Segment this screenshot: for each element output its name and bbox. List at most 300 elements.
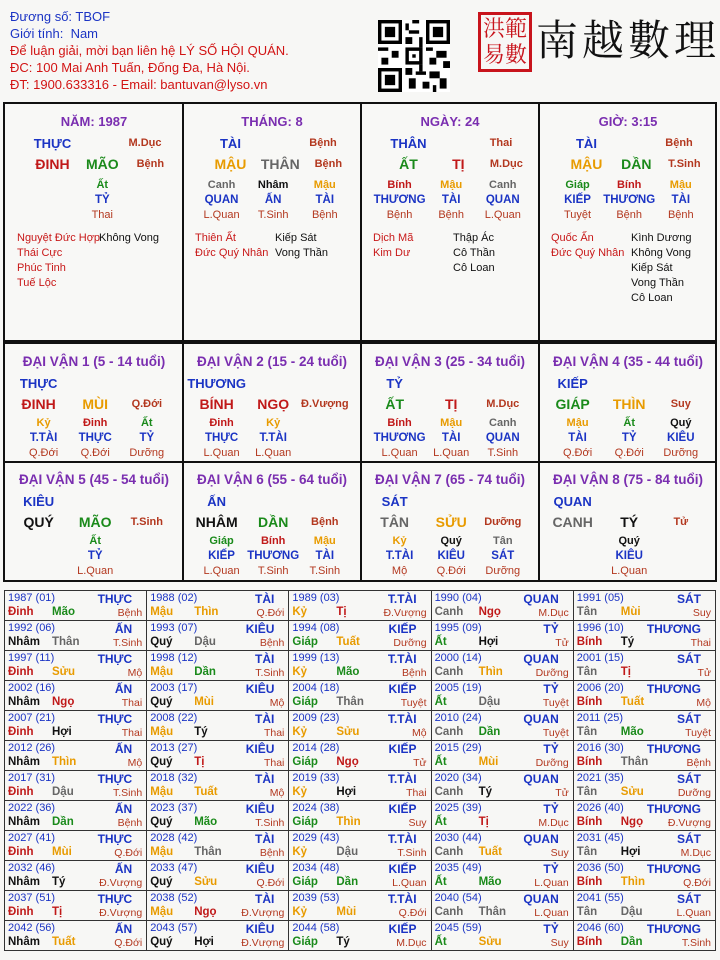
table-row	[5, 771, 716, 801]
year-ten-god: T.TÀI	[387, 592, 417, 606]
year-label: 2020 (34)	[434, 772, 482, 784]
year-cell	[431, 891, 573, 921]
daivan-hidden-state: Q.Đới	[80, 447, 110, 459]
year-branch: Ngọ	[478, 606, 501, 618]
year-branch: Mùi	[52, 846, 72, 858]
daivan-hidden-state: L.Quan	[203, 447, 240, 459]
year-ten-god: KIẾP	[388, 802, 417, 816]
year-ten-god: ẤN	[114, 802, 133, 816]
year-state: Đ.Vượng	[241, 907, 285, 919]
daivan-ten-god: THƯƠNG	[187, 376, 247, 391]
year-state: Tuyệt	[542, 727, 569, 739]
year-stem: Bính	[576, 936, 603, 948]
year-state: Thai	[121, 697, 143, 709]
star-right: Vong Thần	[631, 277, 685, 289]
daivan-hidden-stem: Bính	[260, 535, 286, 547]
star-right: Kiếp Sát	[631, 262, 673, 274]
qr-code-icon[interactable]	[378, 20, 450, 92]
year-branch: Ngọ	[194, 906, 217, 918]
hidden-state: Bệnh	[616, 209, 643, 221]
daivan-hidden-state: Q.Đới	[562, 447, 593, 459]
year-cell	[431, 711, 573, 741]
year-ten-god: QUAN	[523, 652, 559, 666]
daivan-hidden-god: SÁT	[491, 550, 515, 562]
year-ten-god: TÀI	[255, 832, 275, 846]
daivan-hidden-god: T.TÀI	[29, 432, 58, 444]
daivan-hidden-stem: Kỷ	[392, 535, 407, 547]
daivan-hidden-state: L.Quan	[433, 447, 470, 459]
year-cell	[573, 711, 715, 741]
star-right: Cô Thần	[453, 247, 495, 259]
year-stem: Ất	[434, 636, 447, 648]
pillar-branch: MÃO	[85, 156, 119, 172]
year-ten-god: ẤN	[114, 622, 133, 636]
table-row	[5, 621, 716, 651]
year-state: Đ.Vượng	[99, 877, 143, 889]
year-ten-god: THỰC	[97, 652, 133, 666]
year-label: 2001 (15)	[576, 652, 624, 664]
year-stem: Mậu	[150, 726, 174, 738]
year-stem: Tân	[576, 786, 598, 798]
year-state: Q.Đới	[683, 877, 711, 889]
year-ten-god: THƯƠNG	[646, 922, 701, 936]
hidden-ten-god: QUAN	[204, 194, 239, 206]
year-state: Bệnh	[117, 817, 143, 829]
seal-stamp: 洪範 易數	[478, 12, 532, 72]
year-ten-god: TÀI	[255, 712, 275, 726]
year-branch: Dậu	[194, 636, 216, 648]
daivan-branch: THÌN	[612, 396, 646, 412]
year-ten-god: TỶ	[543, 862, 559, 876]
year-state: Mộ	[696, 697, 711, 709]
year-label: 2037 (51)	[8, 892, 56, 904]
pillar-stem: ĐINH	[35, 156, 70, 172]
hidden-stem: Canh	[207, 179, 236, 191]
year-stem: Nhâm	[8, 696, 40, 708]
year-branch: Dần	[194, 666, 216, 678]
star-left: Đức Quý Nhân	[551, 247, 625, 259]
year-stem: Kỷ	[292, 606, 308, 618]
year-stem: Quý	[150, 696, 173, 708]
year-state: Suy	[692, 607, 711, 619]
hidden-state: T.Sinh	[257, 209, 289, 221]
year-branch: Hợi	[620, 846, 641, 858]
year-ten-god: ẤN	[114, 922, 133, 936]
year-ten-god: THỰC	[97, 592, 133, 606]
year-stem: Nhâm	[8, 816, 40, 828]
table-row	[5, 591, 716, 621]
pillar-branch-state: T.Sinh	[668, 158, 701, 170]
year-branch: Mão	[52, 606, 75, 618]
year-branch: Hợi	[52, 726, 72, 738]
pillar-title: NGÀY: 24	[420, 114, 480, 129]
daivan-ten-god: KIẾP	[557, 376, 588, 391]
year-ten-god: KIÊU	[245, 682, 275, 696]
year-stem: Canh	[434, 846, 464, 858]
star-right: Kiếp Sát	[275, 232, 317, 244]
year-cell	[573, 801, 715, 831]
year-cell	[573, 921, 715, 951]
year-cell	[5, 681, 147, 711]
year-state: T.Sinh	[113, 637, 143, 649]
year-ten-god: T.TÀI	[387, 832, 417, 846]
star-left: Đức Quý Nhân	[195, 247, 269, 259]
year-ten-god: TỶ	[543, 622, 559, 636]
year-stem: Đinh	[8, 906, 34, 918]
year-stem: Mậu	[150, 666, 174, 678]
daivan-hidden-god: TÀI	[568, 432, 587, 444]
year-state: Dưỡng	[535, 757, 569, 769]
daivan-hidden-state: L.Quan	[77, 565, 114, 577]
hidden-stem: Nhâm	[257, 179, 289, 191]
year-label: 1987 (01)	[8, 592, 56, 604]
year-cell	[431, 921, 573, 951]
year-state: M.Dục	[538, 817, 569, 829]
year-state: M.Dục	[680, 847, 711, 859]
hidden-ten-god: QUAN	[485, 194, 520, 206]
year-label: 2016 (30)	[576, 742, 624, 754]
year-state: Tử	[555, 787, 569, 799]
year-state: Mộ	[127, 757, 143, 769]
table-row	[5, 861, 716, 891]
year-cell	[573, 771, 715, 801]
year-label: 2019 (33)	[292, 772, 340, 784]
owner-value: TBOF	[75, 9, 111, 24]
year-branch: Mão	[478, 876, 502, 888]
daivan-hidden-stem: Mậu	[440, 417, 463, 429]
year-label: 2046 (60)	[576, 922, 624, 934]
pillar-branch-state: Bệnh	[136, 158, 165, 170]
year-label: 2039 (53)	[292, 892, 340, 904]
hidden-stem: Mậu	[669, 179, 692, 191]
year-label: 2024 (38)	[292, 802, 340, 814]
daivan-hidden-state: Dưỡng	[663, 447, 699, 459]
year-branch: Tuất	[194, 786, 218, 798]
year-cell	[573, 681, 715, 711]
year-stem: Ất	[434, 756, 447, 768]
year-label: 2031 (45)	[576, 832, 624, 844]
star-left: Thiên Ất	[195, 232, 236, 244]
year-branch: Sửu	[194, 876, 218, 888]
year-label: 2042 (56)	[8, 922, 56, 934]
pillar-ten-god: TÀI	[575, 136, 597, 151]
year-cell	[147, 681, 289, 711]
year-cell	[289, 591, 431, 621]
year-ten-god: TÀI	[255, 592, 275, 606]
year-label: 2007 (21)	[8, 712, 56, 724]
year-ten-god: KIẾP	[388, 682, 417, 696]
year-stem: Kỷ	[292, 726, 308, 738]
daivan-hidden-stem: Đinh	[209, 417, 234, 429]
year-stem: Đinh	[8, 726, 34, 738]
year-branch: Tuất	[52, 936, 76, 948]
pillar-stem: MẬU	[570, 156, 603, 172]
year-stem: Đinh	[8, 786, 34, 798]
year-state: Q.Đới	[398, 907, 427, 919]
year-stem: Tân	[576, 906, 598, 918]
year-state: Q.Đới	[114, 937, 143, 949]
year-branch: Dần	[478, 726, 501, 738]
year-branch: Tị	[620, 666, 631, 678]
year-ten-god: TỶ	[543, 682, 559, 696]
year-ten-god: THƯƠNG	[646, 682, 701, 696]
year-branch: Hợi	[194, 936, 214, 948]
hidden-state: L.Quan	[203, 209, 240, 221]
year-label: 1992 (06)	[8, 622, 56, 634]
year-cell	[431, 771, 573, 801]
year-state: Tuyệt	[685, 727, 711, 739]
year-stem: Nhâm	[8, 756, 40, 768]
year-branch: Ngọ	[620, 816, 644, 828]
year-cell	[573, 621, 715, 651]
year-label: 2009 (23)	[292, 712, 340, 724]
daivan-branch: MÃO	[78, 514, 112, 530]
pillar-stem: MẬU	[214, 156, 247, 172]
table-row	[5, 921, 716, 951]
year-state: Thai	[121, 727, 143, 739]
hidden-ten-god: TÀI	[441, 194, 461, 206]
star-left: Nguyệt Đức Hợp	[17, 232, 101, 244]
year-ten-god: SÁT	[677, 892, 701, 906]
hidden-ten-god: THƯƠNG	[603, 194, 656, 206]
year-cell	[573, 591, 715, 621]
year-state: Tử	[555, 637, 569, 649]
hidden-stem: Mậu	[313, 179, 336, 191]
year-stem: Giáp	[292, 816, 318, 828]
year-state: Tuyệt	[542, 697, 569, 709]
daivan-stem: ĐINH	[21, 396, 56, 412]
year-ten-god: SÁT	[677, 712, 701, 726]
year-stem: Giáp	[292, 756, 318, 768]
year-stem: Đinh	[8, 606, 34, 618]
year-label: 2021 (35)	[576, 772, 624, 784]
hidden-stem: Ất	[96, 179, 109, 191]
hidden-stem: Giáp	[565, 179, 590, 191]
year-branch: Thân	[478, 906, 507, 918]
star-left: Dịch Mã	[373, 232, 414, 244]
year-branch: Thân	[620, 756, 649, 768]
year-stem: Ất	[434, 876, 447, 888]
daivan-hidden-god: KIÊU	[437, 550, 465, 562]
daivan-hidden-stem: Ất	[623, 417, 635, 429]
daivan-hidden-god: TỶ	[139, 432, 155, 444]
year-stem: Quý	[150, 816, 173, 828]
gender-label: Giới tính:	[10, 26, 64, 41]
year-state: Mộ	[127, 667, 143, 679]
year-cell	[147, 711, 289, 741]
year-branch: Sửu	[478, 936, 502, 948]
hidden-state: Bệnh	[667, 209, 694, 221]
daivan-hidden-state: L.Quan	[255, 447, 292, 459]
year-label: 2023 (37)	[150, 802, 198, 814]
year-cell	[5, 921, 147, 951]
year-state: Bệnh	[259, 847, 285, 859]
year-cell	[431, 831, 573, 861]
year-stem: Kỷ	[292, 666, 308, 678]
daivan-ten-god: QUAN	[553, 494, 592, 509]
year-ten-god: THỰC	[97, 892, 133, 906]
star-left: Kim Dư	[373, 247, 411, 259]
year-stem: Quý	[150, 936, 173, 948]
year-stem: Tân	[576, 846, 598, 858]
pillar-ten-god: TÀI	[219, 136, 241, 151]
year-state: L.Quan	[534, 907, 569, 919]
year-ten-god: QUAN	[523, 892, 559, 906]
year-state: Đ.Vượng	[667, 817, 711, 829]
star-right: Không Vong	[631, 247, 691, 259]
daivan-state: Dưỡng	[484, 516, 522, 528]
year-state: Đ.Vượng	[383, 607, 427, 619]
year-branch: Dần	[52, 816, 74, 828]
annual-luck-table	[4, 590, 716, 951]
pillar-branch-state: Bệnh	[314, 158, 343, 170]
daivan-hidden-god: KIÊU	[667, 432, 695, 444]
year-cell	[147, 891, 289, 921]
year-cell	[289, 831, 431, 861]
year-stem: Bính	[576, 816, 603, 828]
year-cell	[289, 921, 431, 951]
year-stem: Ất	[434, 816, 447, 828]
year-ten-god: QUAN	[523, 832, 559, 846]
year-stem: Canh	[434, 786, 464, 798]
star-right: Cô Loan	[631, 292, 673, 304]
year-stem: Giáp	[292, 696, 318, 708]
pillar-title: NĂM: 1987	[60, 114, 128, 129]
year-label: 2025 (39)	[434, 802, 482, 814]
year-stem: Bính	[576, 876, 603, 888]
year-branch: Ngọ	[52, 696, 75, 708]
year-label: 2041 (55)	[576, 892, 624, 904]
pillar-branch: THÂN	[260, 156, 300, 172]
daivan-hidden-state: Q.Đới	[614, 447, 644, 459]
year-label: 1996 (10)	[576, 622, 624, 634]
year-branch: Tý	[336, 936, 350, 948]
daivan-hidden-stem: Quý	[670, 417, 692, 429]
year-cell	[573, 861, 715, 891]
year-cell	[431, 801, 573, 831]
daivan-hidden-stem: Ất	[89, 535, 101, 547]
daivan-title: ĐẠI VẬN 1 (5 - 14 tuổi)	[22, 354, 166, 369]
year-ten-god: TÀI	[255, 892, 275, 906]
year-cell	[147, 831, 289, 861]
daivan-hidden-state: T.Sinh	[257, 565, 289, 577]
year-ten-god: THỰC	[97, 772, 133, 786]
daivan-title: ĐẠI VẬN 6 (55 - 64 tuổi)	[196, 472, 348, 487]
year-stem: Ất	[434, 696, 447, 708]
year-label: 2027 (41)	[8, 832, 56, 844]
year-cell	[289, 681, 431, 711]
daivan-state: Tử	[673, 516, 689, 528]
daivan-hidden-god: T.TÀI	[385, 550, 414, 562]
year-cell	[289, 741, 431, 771]
year-label: 2040 (54)	[434, 892, 482, 904]
year-ten-god: KIẾP	[388, 922, 417, 936]
year-state: Thai	[406, 787, 427, 799]
pillar-stem-state: Bệnh	[309, 137, 337, 149]
daivan-hidden-state: T.Sinh	[487, 447, 519, 459]
hidden-ten-god: ẤN	[264, 194, 282, 206]
pillar-stem-state: Bệnh	[665, 137, 693, 149]
year-stem: Giáp	[292, 936, 318, 948]
year-ten-god: THƯƠNG	[646, 622, 701, 636]
year-cell	[147, 861, 289, 891]
year-stem: Mậu	[150, 606, 174, 618]
year-stem: Bính	[576, 696, 603, 708]
year-branch: Dậu	[620, 906, 643, 918]
daivan-stem: TÂN	[380, 514, 410, 530]
year-ten-god: TỶ	[543, 742, 559, 756]
pillar-stem-state: Thai	[489, 137, 513, 149]
year-branch: Tuất	[620, 696, 645, 708]
pillar-divider	[360, 104, 362, 340]
year-cell	[5, 861, 147, 891]
year-state: Mộ	[269, 787, 285, 799]
table-row	[5, 711, 716, 741]
year-state: Tử	[697, 667, 711, 679]
year-ten-god: KIẾP	[388, 862, 417, 876]
year-ten-god: SÁT	[677, 832, 701, 846]
table-row	[5, 681, 716, 711]
daivan-hidden-stem: Quý	[440, 535, 462, 547]
year-label: 2030 (44)	[434, 832, 482, 844]
daivan-hidden-state: L.Quan	[611, 565, 648, 577]
daivan-state: M.Dục	[486, 398, 520, 410]
year-ten-god: SÁT	[677, 772, 701, 786]
year-stem: Bính	[576, 636, 603, 648]
table-row	[5, 741, 716, 771]
daivan-hidden-stem: Kỷ	[266, 417, 281, 429]
year-cell	[289, 621, 431, 651]
year-label: 2003 (17)	[150, 682, 198, 694]
daivan-branch: SỬU	[435, 514, 467, 530]
year-cell	[147, 771, 289, 801]
hidden-stem: Mậu	[440, 179, 463, 191]
year-cell	[5, 831, 147, 861]
year-branch: Thân	[336, 696, 364, 708]
year-ten-god: ẤN	[114, 742, 133, 756]
year-cell	[289, 711, 431, 741]
star-right: Kình Dương	[631, 232, 692, 244]
year-state: Bệnh	[402, 667, 427, 679]
table-row	[5, 801, 716, 831]
phone-email-line[interactable]: ĐT: 1900.633316 - Email: bantuvan@lyso.vn	[10, 77, 268, 92]
year-cell	[573, 891, 715, 921]
year-branch: Tị	[52, 906, 63, 918]
year-branch: Mão	[194, 816, 218, 828]
year-state: Bệnh	[259, 637, 285, 649]
year-state: Đ.Vượng	[241, 937, 285, 949]
year-state: Q.Đới	[256, 607, 285, 619]
year-label: 1991 (05)	[576, 592, 624, 604]
year-branch: Dậu	[336, 846, 359, 858]
year-stem: Giáp	[292, 876, 318, 888]
year-state: L.Quan	[676, 907, 711, 919]
year-branch: Sửu	[336, 726, 360, 738]
year-stem: Kỷ	[292, 906, 308, 918]
year-ten-god: KIẾP	[388, 742, 417, 756]
star-right: Vong Thần	[275, 247, 329, 259]
daivan-title: ĐẠI VẬN 4 (35 - 44 tuổi)	[552, 354, 704, 369]
year-state: M.Dục	[396, 937, 427, 949]
daivan-ten-god: KIÊU	[23, 494, 55, 509]
year-state: M.Dục	[538, 607, 569, 619]
year-stem: Nhâm	[8, 936, 40, 948]
star-left: Quốc Ấn	[551, 232, 594, 244]
year-ten-god: KIÊU	[245, 802, 275, 816]
star-right: Cô Loan	[453, 262, 495, 274]
year-label: 2013 (27)	[150, 742, 198, 754]
daivan-hidden-god: THỰC	[204, 432, 239, 444]
